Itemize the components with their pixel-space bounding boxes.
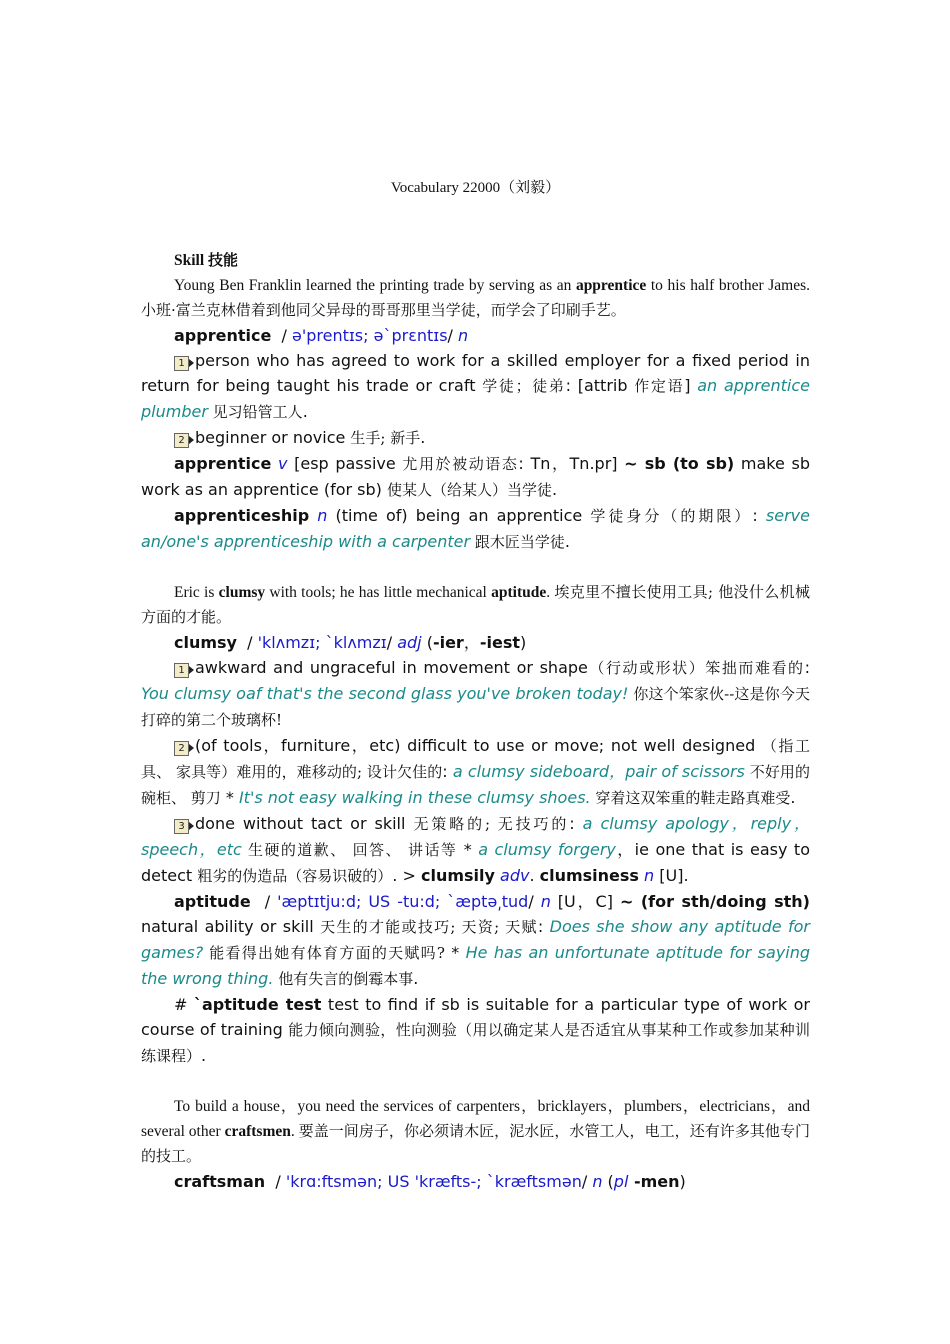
example: He has an unfortunate aptitude for saying the wrong thing. bbox=[141, 943, 811, 988]
sense-3 bbox=[141, 811, 810, 889]
sentence-text: . bbox=[546, 584, 555, 601]
part-of-speech: n bbox=[458, 326, 469, 345]
derived-word: clumsiness bbox=[539, 866, 639, 885]
grammar-tag: [esp passive bbox=[287, 454, 403, 473]
sentence-text: To build a house，you need the services of carpenters，bricklayers，plumbers，electricians，and several other bbox=[141, 1098, 810, 1140]
example: a clumsy sideboard，pair of scissors bbox=[452, 762, 745, 781]
sense-2 bbox=[141, 425, 810, 451]
example: serve an/one's apprenticeship with a carpenter bbox=[141, 506, 810, 551]
sense-number-icon: 1 bbox=[174, 663, 189, 678]
grammar-tag-zh: 尤用於被动语态 bbox=[402, 455, 519, 473]
example-zh: 不好用的碗柜、 剪刀 bbox=[141, 763, 810, 807]
punctuation: . bbox=[302, 402, 308, 421]
example-zh: 能看得出她有体育方面的天赋吗? bbox=[203, 944, 445, 962]
keyword: apprentice bbox=[575, 277, 647, 294]
pattern: ~ sb (to sb) bbox=[624, 454, 735, 473]
definition-zh: 学徒；徒弟 bbox=[482, 377, 566, 395]
slash: / bbox=[447, 326, 459, 345]
definition: beginner or novice bbox=[195, 428, 351, 447]
example: You clumsy oaf that's the second glass you've broken today! bbox=[141, 684, 629, 703]
part-of-speech: n bbox=[540, 892, 551, 911]
part-of-speech: n bbox=[317, 506, 328, 525]
slash: / bbox=[528, 892, 541, 911]
heading-en: Skill bbox=[174, 252, 205, 269]
entry-apprentice-verb bbox=[141, 451, 810, 503]
example-zh: 生硬的道歉、 回答、 讲话等 bbox=[241, 841, 458, 859]
example: a clumsy forgery bbox=[478, 840, 616, 859]
separator: * bbox=[457, 840, 479, 859]
sense-1 bbox=[141, 655, 810, 733]
headword: aptitude bbox=[174, 892, 251, 911]
sentence-translation: 要盖一间房子，你必须请木匠，泥水匠，水管工人，电工，还有许多其他专门的技工。 bbox=[141, 1122, 810, 1165]
punctuation: ， bbox=[463, 633, 480, 652]
phonetic: ə'prentɪs; ə`prɛntɪs bbox=[291, 326, 448, 345]
entry-craftsman bbox=[141, 1169, 810, 1194]
definition-zh: 粗劣的伪造品（容易识破的） bbox=[197, 867, 393, 885]
punctuation: . bbox=[790, 788, 796, 807]
slash: / bbox=[281, 326, 292, 345]
punctuation: . bbox=[201, 1046, 207, 1065]
definition: (of tools，furniture，etc) difficult to use or move; not well designed bbox=[195, 736, 762, 755]
punctuation: ( bbox=[602, 1172, 614, 1191]
slash: / bbox=[386, 633, 398, 652]
sentence-text: to his half brother James. bbox=[646, 277, 810, 294]
headword: apprentice bbox=[174, 454, 272, 473]
entry-apprenticeship bbox=[141, 503, 810, 555]
inflection: -iest bbox=[479, 633, 520, 652]
derived-word: clumsily bbox=[420, 866, 495, 885]
punctuation: : bbox=[752, 506, 766, 525]
punctuation: ) bbox=[520, 633, 527, 652]
document-body bbox=[141, 248, 810, 1194]
phonetic: 'krɑ:ftsmən; US 'kræfts-; `kræftsmən bbox=[285, 1172, 582, 1191]
slash: / bbox=[275, 1172, 286, 1191]
definition-zh: 天生的才能或技巧; 天资; 天赋 bbox=[320, 918, 538, 936]
definition-zh: 无策略的; 无技巧的 bbox=[413, 815, 570, 833]
punctuation: . bbox=[529, 866, 540, 885]
part-of-speech: v bbox=[277, 454, 288, 473]
inflection: -men bbox=[628, 1172, 680, 1191]
definition-zh: 能力倾向测验，性向测验（用以确定某人是否适宜从事某种工作或参加某种训练课程） bbox=[141, 1021, 810, 1065]
example-sentence-1 bbox=[141, 273, 810, 323]
definition: natural ability or skill bbox=[141, 917, 321, 936]
punctuation: . bbox=[552, 480, 558, 499]
grammar-tag: ] bbox=[684, 376, 698, 395]
definition: test to find if sb is suitable for a particular type of work or course of training bbox=[141, 995, 811, 1039]
example: a clumsy apology，reply，speech，etc bbox=[141, 814, 810, 859]
punctuation: : bbox=[537, 917, 550, 936]
part-of-speech: adj bbox=[397, 633, 422, 652]
punctuation: : bbox=[804, 658, 810, 677]
definition-zh: （指工具、 家具等）难用的，难移动的; 设计欠佳的 bbox=[141, 737, 810, 781]
separator: * bbox=[220, 788, 239, 807]
headword: apprenticeship bbox=[174, 506, 310, 525]
keyword: craftsmen bbox=[224, 1123, 291, 1140]
punctuation: ( bbox=[421, 633, 433, 652]
example-sentence-3 bbox=[141, 1094, 810, 1169]
definition: done without tact or skill bbox=[195, 814, 414, 833]
sense-1 bbox=[141, 348, 810, 425]
example-zh: 你这个笨家伙--这是你今天打碎的第二个玻璃杯! bbox=[141, 685, 810, 729]
sense-number-icon: 2 bbox=[174, 741, 189, 756]
part-of-speech: n bbox=[592, 1172, 603, 1191]
grammar-tag-zh: 作定语 bbox=[634, 377, 685, 395]
grammar-tag: [U，C] bbox=[550, 892, 620, 911]
definition: (time of) being an apprentice bbox=[327, 506, 591, 525]
example-zh: 他有失言的倒霉本事 bbox=[273, 970, 414, 988]
headword: `aptitude test bbox=[193, 995, 322, 1014]
punctuation: : bbox=[569, 814, 583, 833]
definition: awkward and ungraceful in movement or shape bbox=[195, 658, 588, 677]
headword: clumsy bbox=[174, 633, 237, 652]
example: It's not easy walking in these clumsy shoes. bbox=[238, 788, 591, 807]
inflection: -ier bbox=[432, 633, 464, 652]
slash: / bbox=[581, 1172, 593, 1191]
part-of-speech: n bbox=[644, 866, 655, 885]
punctuation: : bbox=[442, 762, 453, 781]
example: Does she show any aptitude for games? bbox=[141, 917, 810, 962]
punctuation: . > bbox=[392, 866, 421, 885]
slash: / bbox=[247, 633, 258, 652]
example-zh: 跟木匠当学徒 bbox=[470, 533, 565, 551]
sentence-text: Young Ben Franklin learned the printing trade by serving as an bbox=[174, 277, 576, 294]
punctuation: ) bbox=[679, 1172, 686, 1191]
headword: apprentice bbox=[174, 326, 272, 345]
definition: ，ie one that is easy to detect bbox=[141, 840, 810, 885]
punctuation: . bbox=[413, 969, 419, 988]
entry-aptitude-test bbox=[141, 992, 810, 1069]
keyword: aptitude bbox=[491, 584, 547, 601]
punctuation: . bbox=[420, 428, 426, 447]
sentence-text: Eric is bbox=[174, 584, 219, 601]
definition-zh: 使某人（给某人）当学徒 bbox=[386, 481, 552, 499]
phonetic: 'æptɪtju:d; US -tu:d; `æptə͵tud bbox=[277, 892, 529, 911]
definition: make sb work as an apprentice (for sb) bbox=[141, 454, 810, 499]
grammar-tag: : [attrib bbox=[565, 376, 635, 395]
section-heading bbox=[141, 248, 810, 273]
sentence-text: . bbox=[290, 1123, 299, 1140]
sense-number-icon: 2 bbox=[174, 433, 189, 448]
sense-number-icon: 3 bbox=[174, 819, 189, 834]
separator: * bbox=[444, 943, 466, 962]
definition-zh: 学徒身分（的期限） bbox=[590, 507, 753, 525]
definition-zh: 生手; 新手 bbox=[350, 429, 421, 447]
example-zh: 穿着这双笨重的鞋走路真难受 bbox=[590, 789, 791, 807]
sentence-translation: 小班·富兰克林借着到他同父异母的哥哥那里当学徒，而学会了印刷手艺。 bbox=[141, 301, 626, 319]
entry-apprentice-noun bbox=[141, 323, 810, 348]
heading-zh: 技能 bbox=[208, 251, 239, 269]
grammar-tag: [U]. bbox=[654, 866, 689, 885]
plural-label: pl bbox=[613, 1172, 629, 1191]
spacer bbox=[141, 555, 810, 580]
compound-marker: # bbox=[174, 995, 194, 1014]
definition-zh: （行动或形状）笨拙而难看的 bbox=[587, 659, 805, 677]
headword: craftsman bbox=[174, 1172, 266, 1191]
phonetic: 'klʌmzɪ; `klʌmzɪ bbox=[257, 633, 387, 652]
example: an apprentice plumber bbox=[141, 376, 810, 421]
entry-aptitude bbox=[141, 889, 810, 992]
part-of-speech: adv bbox=[500, 866, 530, 885]
sentence-text: with tools; he has little mechanical bbox=[265, 584, 492, 601]
keyword: clumsy bbox=[218, 584, 266, 601]
sense-2 bbox=[141, 733, 810, 811]
sentence-translation: 埃克里不擅长使用工具; 他没什么机械方面的才能。 bbox=[141, 583, 811, 626]
definition: person who has agreed to work for a skilled employer for a fixed period in return for being taught his trade or craft bbox=[141, 351, 810, 395]
punctuation: . bbox=[564, 532, 570, 551]
entry-clumsy bbox=[141, 630, 810, 655]
pattern: ~ (for sth/doing sth) bbox=[619, 892, 810, 911]
example-sentence-2 bbox=[141, 580, 810, 630]
sense-number-icon: 1 bbox=[174, 356, 189, 371]
slash: / bbox=[264, 892, 278, 911]
document-title: Vocabulary 22000（刘毅） bbox=[390, 180, 561, 196]
spacer bbox=[141, 1069, 810, 1094]
grammar-tag: : Tn，Tn.pr] bbox=[518, 454, 625, 473]
example-zh: 见习铅管工人 bbox=[207, 403, 303, 421]
